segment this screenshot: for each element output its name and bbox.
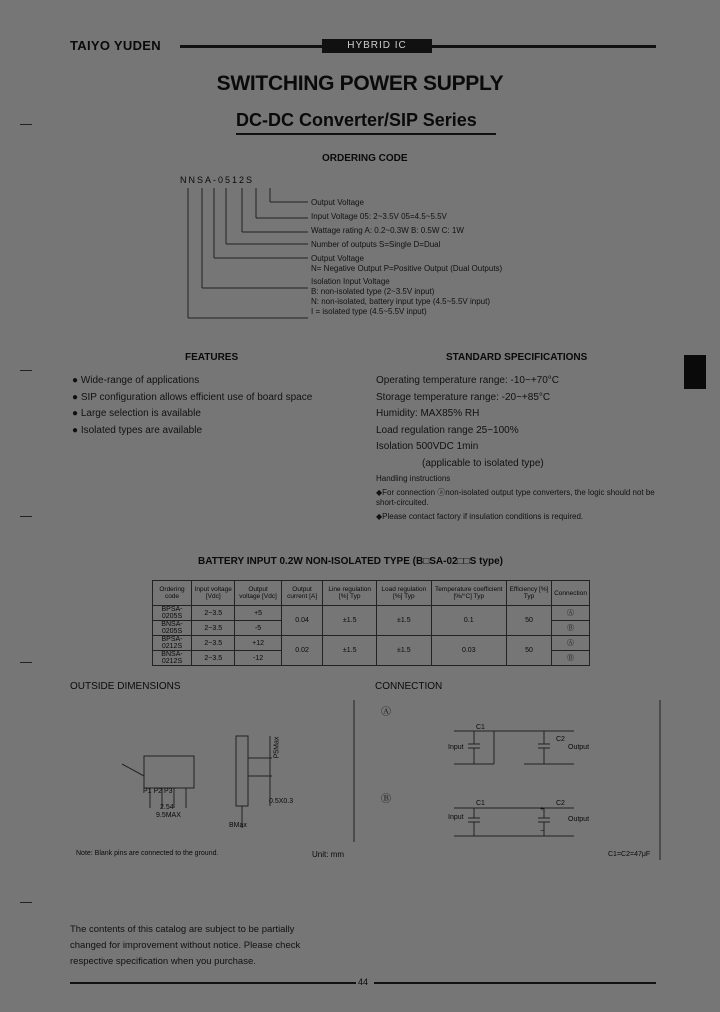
ordering-line: Number of outputs S=Single D=Dual [311,240,441,249]
table-cell: -12 [235,651,281,666]
table-cell: 50 [506,606,551,636]
connection-input-label: Input [448,814,464,821]
outside-unit: Unit: mm [312,850,344,859]
connection-mark-b: Ⓑ [381,794,391,805]
outside-dimensions-drawing [72,696,362,846]
ordering-line: I = isolated type (4.5~5.5V input) [311,307,427,316]
dim-pitch: 2.54 [160,804,174,811]
ordering-line: Output Voltage [311,254,364,263]
spec-line: Storage temperature range: -20~+85°C [376,391,551,403]
table-cell: 0.02 [281,636,323,666]
table-heading: BATTERY INPUT 0.2W NON-ISOLATED TYPE (B□SA-02□□S type) [198,556,503,567]
pin-labels: P1 P2 P3 [143,788,173,795]
margin-tick [20,902,32,903]
page-title: SWITCHING POWER SUPPLY [216,72,504,95]
dim-pin: 0.5X0.3 [269,798,294,805]
connection-mark-a: Ⓐ [381,707,391,718]
connection-output-label: Output [568,816,590,823]
table-cell: 0.03 [431,636,506,666]
column-header: Temperature coefficient [%/°C] Typ [431,581,506,606]
table-row [153,606,590,621]
subtitle-rule [236,133,496,135]
brand-name: TAIYO YUDEN [70,38,161,53]
table-cell: BNSA-0205S [153,621,192,636]
polarity-minus: − [540,828,545,835]
footer-rule-right [374,982,656,984]
outside-heading: OUTSIDE DIMENSIONS [70,681,181,692]
ordering-line: N: non-isolated, battery input type (4.5~5.5V input) [311,297,490,306]
table-cell: 2~3.5 [192,606,235,621]
table-cell: -5 [235,621,281,636]
margin-tick [20,516,32,517]
handling-heading: Handling instructions [376,474,451,483]
handling-item: ◆Please contact factory if insulation conditions is required. [376,512,584,521]
feature-item: ● Isolated types are available [72,424,203,436]
spec-line: (applicable to isolated type) [422,457,544,469]
ordering-line: Output Voltage [311,198,364,207]
table-cell: +5 [235,606,281,621]
table-cell: Ⓐ [552,636,590,651]
table-cell: ±1.5 [376,636,431,666]
capacitor-note: C1=C2=47μF [608,851,651,858]
table-cell: ±1.5 [323,636,377,666]
column-header: Line regulation [%] Typ [323,581,377,606]
specs-heading: STANDARD SPECIFICATIONS [446,352,588,363]
dim-length: BMax [229,822,247,829]
table-cell: 50 [506,636,551,666]
table-cell: Ⓐ [552,606,590,621]
footer-rule-left [70,982,356,984]
table-cell: 0.04 [281,606,323,636]
cap-c1-label: C1 [476,724,485,731]
feature-item: ● Wide-range of applications [72,375,200,386]
column-header: Ordering code [153,581,192,606]
ordering-line: Isolation Input Voltage [311,277,390,286]
cap-c1-label: C1 [476,800,485,807]
handling-block [376,474,666,522]
table-cell: ±1.5 [323,606,377,636]
margin-tick [20,662,32,663]
ordering-line: N= Negative Output P=Positive Output (Dual Outputs) [311,264,503,273]
cap-c2-label: C2 [556,736,565,743]
page-number: 44 [358,977,369,987]
column-header: Input voltage [Vdc] [192,581,235,606]
table-header-row [153,581,590,606]
table-cell: ±1.5 [376,606,431,636]
column-header: Connection [552,581,590,606]
category-badge: HYBRID IC [322,39,432,53]
handling-item: ◆For connection ⓐnon-isolated output type converters, the logic should not be short-circuited. [376,488,655,507]
footer-line: The contents of this catalog are subject to be partially [70,924,295,935]
footer-line: changed for improvement without notice. Please check [70,940,301,951]
spec-table [152,580,590,666]
features-list [72,373,362,439]
ordering-legend [311,198,591,317]
dim-max: 9.5MAX [156,812,181,819]
table-cell: BNSA-0212S [153,651,192,666]
table-cell: Ⓑ [552,621,590,636]
table-cell: 2~3.5 [192,621,235,636]
spec-line: Operating temperature range: -10~+70°C [376,375,559,386]
spec-line: Humidity: MAX85% RH [376,408,480,419]
section-index-tab [684,355,706,389]
dim-pmax: P5Max [273,736,281,759]
table-cell: BPSA-0205S [153,606,192,621]
ordering-line: Wattage rating A: 0.2~0.3W B: 0.5W C: 1W [311,226,464,235]
table-cell: 0.1 [431,606,506,636]
table-cell: 2~3.5 [192,636,235,651]
ordering-line: Input Voltage 05: 2~3.5V 05=4.5~5.5V [311,212,447,221]
connection-input-label: Input [448,744,464,751]
table-cell: +12 [235,636,281,651]
margin-tick [20,124,32,125]
margin-tick [20,370,32,371]
ordering-code-leaders [180,186,310,322]
ordering-line: B: non-isolated type (2~3.5V input) [311,287,435,296]
page-subtitle: DC-DC Converter/SIP Series [236,110,477,130]
specs-list [376,373,676,472]
connection-heading: CONNECTION [375,681,443,692]
table-cell: 2~3.5 [192,651,235,666]
column-header: Output current [A] [281,581,323,606]
feature-item: ● SIP configuration allows efficient use of board space [72,391,313,403]
column-header: Efficiency [%] Typ [506,581,551,606]
footer-disclaimer [70,922,370,970]
connection-output-label: Output [568,744,590,751]
footer-line: respective specification when you purchase. [70,956,256,967]
ordering-heading: ORDERING CODE [322,153,408,164]
table-row [153,636,590,651]
polarity-plus: + [540,806,545,813]
spec-line: Load regulation range 25~100% [376,424,519,436]
ordering-code: NNSA-0512S [180,175,255,185]
table-cell: BPSA-0212S [153,636,192,651]
outside-note: Note: Blank pins are connected to the ground. [76,850,219,857]
spec-line: Isolation 500VDC 1min [376,441,479,452]
column-header: Load regulation [%] Typ [376,581,431,606]
features-heading: FEATURES [185,352,239,363]
connection-diagram [374,696,666,864]
table-cell: Ⓑ [552,651,590,666]
cap-c2-label: C2 [556,800,565,807]
feature-item: ● Large selection is available [72,408,201,419]
column-header: Output voltage [Vdc] [235,581,281,606]
